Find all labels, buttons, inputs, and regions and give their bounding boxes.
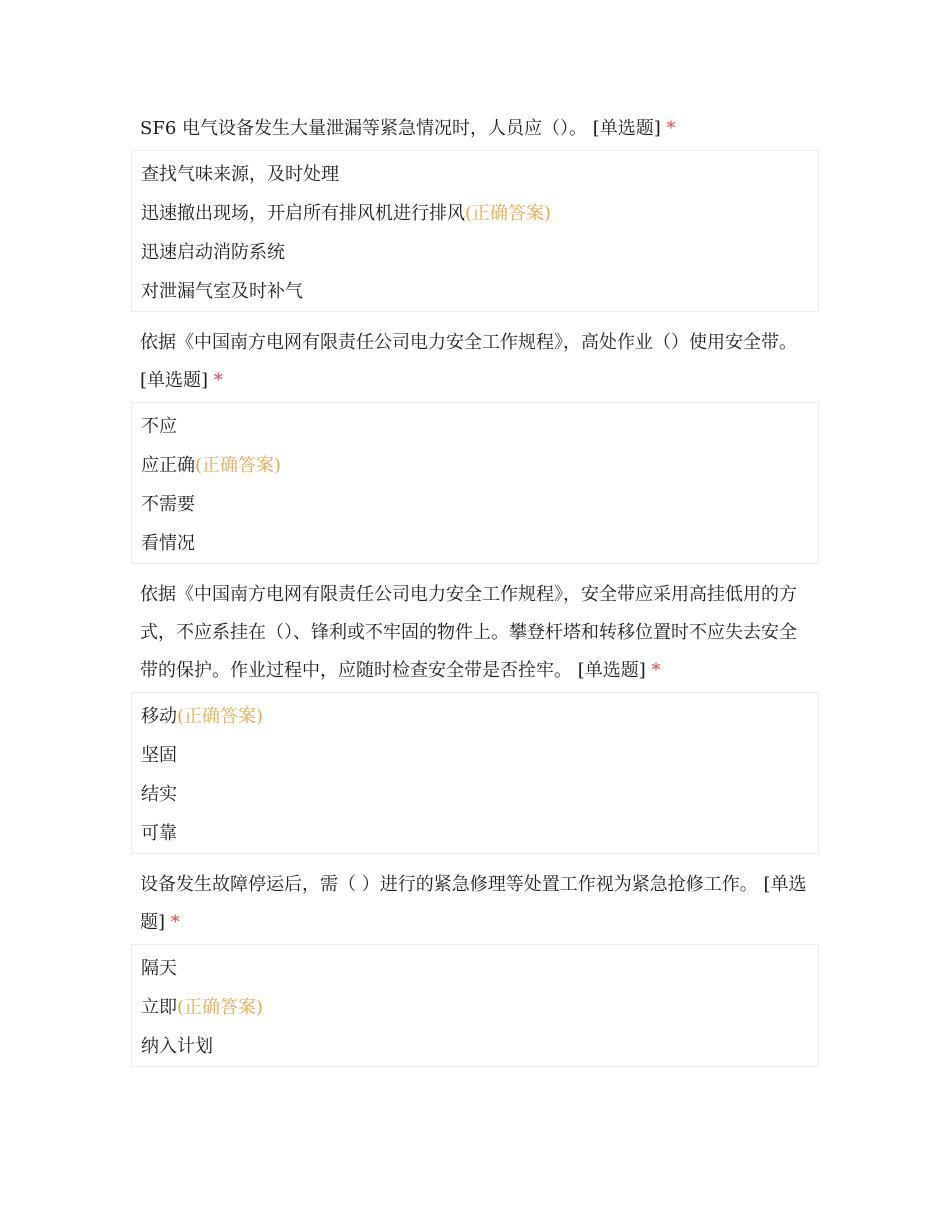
option-label: 迅速启动消防系统: [141, 242, 285, 263]
option-label: 结实: [141, 784, 177, 805]
option-label: 不需要: [141, 494, 195, 515]
option-item[interactable]: [132, 233, 818, 272]
question-stem: 依据《中国南方电网有限责任公司电力安全工作规程》，安全带应采用高挂低用的方式，不应系挂在（）、锋利或不牢固的物件上。攀登杆塔和转移位置时不应失去安全带的保护。作业过程中，应随时检查安全带是否拴牢。 [单选题]: [140, 584, 797, 681]
correct-answer-tag: (正确答案): [177, 997, 264, 1018]
question-text: [131, 110, 819, 148]
option-item[interactable]: [132, 988, 818, 1027]
options-list: [131, 692, 819, 854]
question-stem: SF6 电气设备发生大量泄漏等紧急情况时，人员应（）。 [单选题]: [140, 118, 667, 139]
options-list: [131, 944, 819, 1067]
option-item[interactable]: [132, 155, 818, 194]
option-item[interactable]: [132, 194, 818, 233]
option-label: 查找气味来源，及时处理: [141, 164, 339, 185]
option-label: 可靠: [141, 823, 177, 844]
option-label: 应正确: [141, 455, 195, 476]
options-list: [131, 402, 819, 564]
option-item[interactable]: [132, 775, 818, 814]
question-stem: 设备发生故障停运后，需（ ）进行的紧急修理等处置工作视为紧急抢修工作。 [单选题]: [140, 874, 807, 933]
quiz-page: [131, 110, 819, 1079]
required-asterisk: *: [651, 660, 661, 681]
required-asterisk: *: [213, 370, 223, 391]
option-label: 纳入计划: [141, 1036, 213, 1057]
option-label: 看情况: [141, 533, 195, 554]
option-item[interactable]: [132, 524, 818, 563]
correct-answer-tag: (正确答案): [195, 455, 282, 476]
option-label: 隔天: [141, 958, 177, 979]
question-4: [131, 866, 819, 1067]
option-item[interactable]: [132, 736, 818, 775]
option-item[interactable]: [132, 485, 818, 524]
option-label: 移动: [141, 706, 177, 727]
question-text: [131, 324, 819, 400]
question-1: [131, 110, 819, 312]
option-label: 对泄漏气室及时补气: [141, 281, 303, 302]
option-label: 立即: [141, 997, 177, 1018]
question-text: [131, 866, 819, 942]
required-asterisk: *: [170, 912, 180, 933]
question-2: [131, 324, 819, 564]
option-label: 迅速撤出现场，开启所有排风机进行排风: [141, 203, 465, 224]
option-item[interactable]: [132, 1027, 818, 1066]
option-item[interactable]: [132, 814, 818, 853]
option-label: 不应: [141, 416, 177, 437]
question-stem: 依据《中国南方电网有限责任公司电力安全工作规程》，高处作业（）使用安全带。 [单选题]: [140, 332, 797, 391]
correct-answer-tag: (正确答案): [465, 203, 552, 224]
question-text: [131, 576, 819, 690]
options-list: [131, 150, 819, 312]
option-item[interactable]: [132, 446, 818, 485]
option-item[interactable]: [132, 272, 818, 311]
option-label: 坚固: [141, 745, 177, 766]
required-asterisk: *: [666, 118, 676, 139]
option-item[interactable]: [132, 697, 818, 736]
question-3: [131, 576, 819, 854]
option-item[interactable]: [132, 949, 818, 988]
correct-answer-tag: (正确答案): [177, 706, 264, 727]
option-item[interactable]: [132, 407, 818, 446]
